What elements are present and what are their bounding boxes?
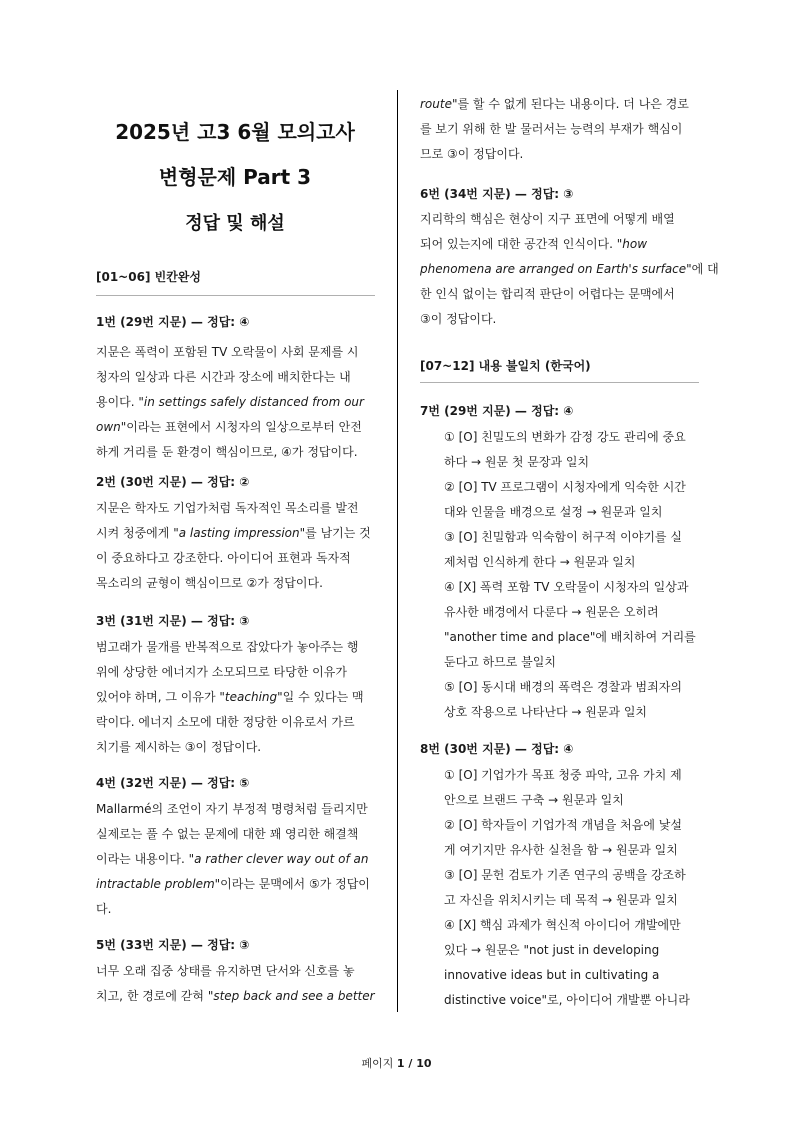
choice-line: 게 여기지만 유사한 실천을 함 → 원문과 일치 <box>444 843 678 857</box>
text-line: 다. <box>96 902 112 916</box>
choice-line: ② [O] 학자들이 기업가적 개념을 처음에 낯설 <box>444 818 682 832</box>
text-line: 실제로는 풀 수 없는 문제에 대한 꽤 영리한 해결책 <box>96 827 359 841</box>
answer-explanation <box>96 635 364 760</box>
choice-line: 있다 → 원문은 "not just in developing <box>444 943 660 957</box>
answer-explanation <box>96 496 371 596</box>
question-heading: 3번 (31번 지문) — 정답: ③ <box>96 614 250 628</box>
text-line: 므로 ③이 정답이다. <box>420 147 524 161</box>
page-separator: / <box>404 1057 417 1070</box>
answer-explanation <box>96 797 370 922</box>
text-line: 용이다. "in settings safely distanced from our <box>96 395 364 409</box>
answer-choice-list <box>444 425 696 725</box>
answer-explanation <box>96 340 364 465</box>
answer-explanation-continued <box>420 92 689 167</box>
section-heading-blank: [01~06] 빈칸완성 <box>96 270 201 284</box>
text-line: 지문은 폭력이 포함된 TV 오락물이 사회 문제를 시 <box>96 345 359 359</box>
choice-line: ② [O] TV 프로그램이 시청자에게 익숙한 시간 <box>444 480 686 494</box>
text-line: 지문은 학자도 기업가처럼 독자적인 목소리를 발전 <box>96 501 359 515</box>
text-line: 너무 오래 집중 상태를 유지하면 단서와 신호를 놓 <box>96 964 355 978</box>
document-section-title: 정답 및 해설 <box>185 213 285 234</box>
page-total: 10 <box>416 1057 432 1070</box>
text-line: 락이다. 에너지 소모에 대한 정당한 이유로서 가르 <box>96 715 355 729</box>
choice-line: ④ [X] 폭력 포함 TV 오락물이 시청자의 일상과 <box>444 580 689 594</box>
text-line: Mallarmé의 조언이 자기 부정적 명령처럼 들리지만 <box>96 802 368 816</box>
choice-line: 안으로 브랜드 구축 → 원문과 일치 <box>444 793 624 807</box>
answer-explanation <box>96 959 375 1009</box>
section-rule <box>96 295 375 296</box>
choice-line: 유사한 배경에서 다룬다 → 원문은 오히려 <box>444 605 659 619</box>
text-line: route"를 할 수 없게 된다는 내용이다. 더 나은 경로 <box>420 97 689 111</box>
choice-line: distinctive voice"로, 아이디어 개발뿐 아니라 <box>444 993 690 1007</box>
question-heading: 4번 (32번 지문) — 정답: ⑤ <box>96 776 250 790</box>
answer-explanation <box>420 207 719 332</box>
choice-line: ③ [O] 문헌 검토가 기존 연구의 공백을 강조하 <box>444 868 686 882</box>
choice-line: "another time and place"에 배치하여 거리를 <box>444 630 696 644</box>
page-current: 1 <box>396 1057 405 1070</box>
choice-line: ① [O] 친밀도의 변화가 감정 강도 관리에 중요 <box>444 430 686 444</box>
choice-line: ③ [O] 친밀함과 익숙함이 허구적 이야기를 실 <box>444 530 682 544</box>
text-line: 청자의 일상과 다른 시간과 장소에 배치한다는 내 <box>96 370 351 384</box>
text-line: 한 인식 없이는 합리적 판단이 어렵다는 문맥에서 <box>420 287 675 301</box>
choice-line: 하다 → 원문 첫 문장과 일치 <box>444 455 590 469</box>
text-line: 하게 거리를 둔 환경이 핵심이므로, ④가 정답이다. <box>96 445 358 459</box>
choice-line: 제처럼 인식하게 한다 → 원문과 일치 <box>444 555 636 569</box>
choice-line: 대와 인물을 배경으로 설정 → 원문과 일치 <box>444 505 663 519</box>
document-subtitle: 변형문제 Part 3 <box>158 165 312 189</box>
text-line: intractable problem"이라는 문맥에서 ⑤가 정답이 <box>96 877 370 891</box>
choice-line: ④ [X] 핵심 과제가 혁신적 아이디어 개발에만 <box>444 918 681 932</box>
text-line: 이라는 내용이다. "a rather clever way out of an <box>96 852 369 866</box>
text-line: phenomena are arranged on Earth's surface"에 대 <box>420 262 719 276</box>
text-line: own"이라는 표현에서 시청자의 일상으로부터 안전 <box>96 420 362 434</box>
question-heading: 6번 (34번 지문) — 정답: ③ <box>420 187 574 201</box>
question-heading: 2번 (30번 지문) — 정답: ② <box>96 475 250 489</box>
question-heading: 1번 (29번 지문) — 정답: ④ <box>96 315 250 329</box>
text-line: 이 중요하다고 강조한다. 아이디어 표현과 독자적 <box>96 551 351 565</box>
text-line: 범고래가 물개를 반복적으로 잡았다가 놓아주는 행 <box>96 640 359 654</box>
text-line: ③이 정답이다. <box>420 312 497 326</box>
text-line: 있어야 하며, 그 이유가 "teaching"일 수 있다는 맥 <box>96 690 364 704</box>
question-heading: 5번 (33번 지문) — 정답: ③ <box>96 938 250 952</box>
column-divider <box>397 90 398 1012</box>
section-heading-mismatch: [07~12] 내용 불일치 (한국어) <box>420 359 591 373</box>
text-line: 되어 있는지에 대한 공간적 인식이다. "how <box>420 237 648 251</box>
choice-line: ⑤ [O] 동시대 배경의 폭력은 경찰과 범죄자의 <box>444 680 682 694</box>
choice-line: innovative ideas but in cultivating a <box>444 968 660 982</box>
text-line: 를 보기 위해 한 발 물러서는 능력의 부재가 핵심이 <box>420 122 683 136</box>
page-footer <box>0 1055 793 1071</box>
text-line: 지리학의 핵심은 현상이 지구 표면에 어떻게 배열 <box>420 212 675 226</box>
choice-line: 상호 작용으로 나타난다 → 원문과 일치 <box>444 705 648 719</box>
text-line: 치고, 한 경로에 갇혀 "step back and see a better <box>96 989 375 1003</box>
question-heading: 7번 (29번 지문) — 정답: ④ <box>420 404 574 418</box>
section-rule <box>420 382 699 383</box>
page-label: 페이지 <box>361 1057 397 1070</box>
choice-line: 고 자신을 위치시키는 데 목적 → 원문과 일치 <box>444 893 678 907</box>
text-line: 시켜 청중에게 "a lasting impression"를 남기는 것 <box>96 526 371 540</box>
text-line: 목소리의 균형이 핵심이므로 ②가 정답이다. <box>96 576 323 590</box>
text-line: 위에 상당한 에너지가 소모되므로 타당한 이유가 <box>96 665 347 679</box>
choice-line: 둔다고 하므로 불일치 <box>444 655 556 669</box>
document-title: 2025년 고3 6월 모의고사 <box>115 120 355 144</box>
answer-choice-list <box>444 763 690 1013</box>
choice-line: ① [O] 기업가가 목표 청중 파악, 고유 가치 제 <box>444 768 682 782</box>
text-line: 치기를 제시하는 ③이 정답이다. <box>96 740 262 754</box>
question-heading: 8번 (30번 지문) — 정답: ④ <box>420 742 574 756</box>
